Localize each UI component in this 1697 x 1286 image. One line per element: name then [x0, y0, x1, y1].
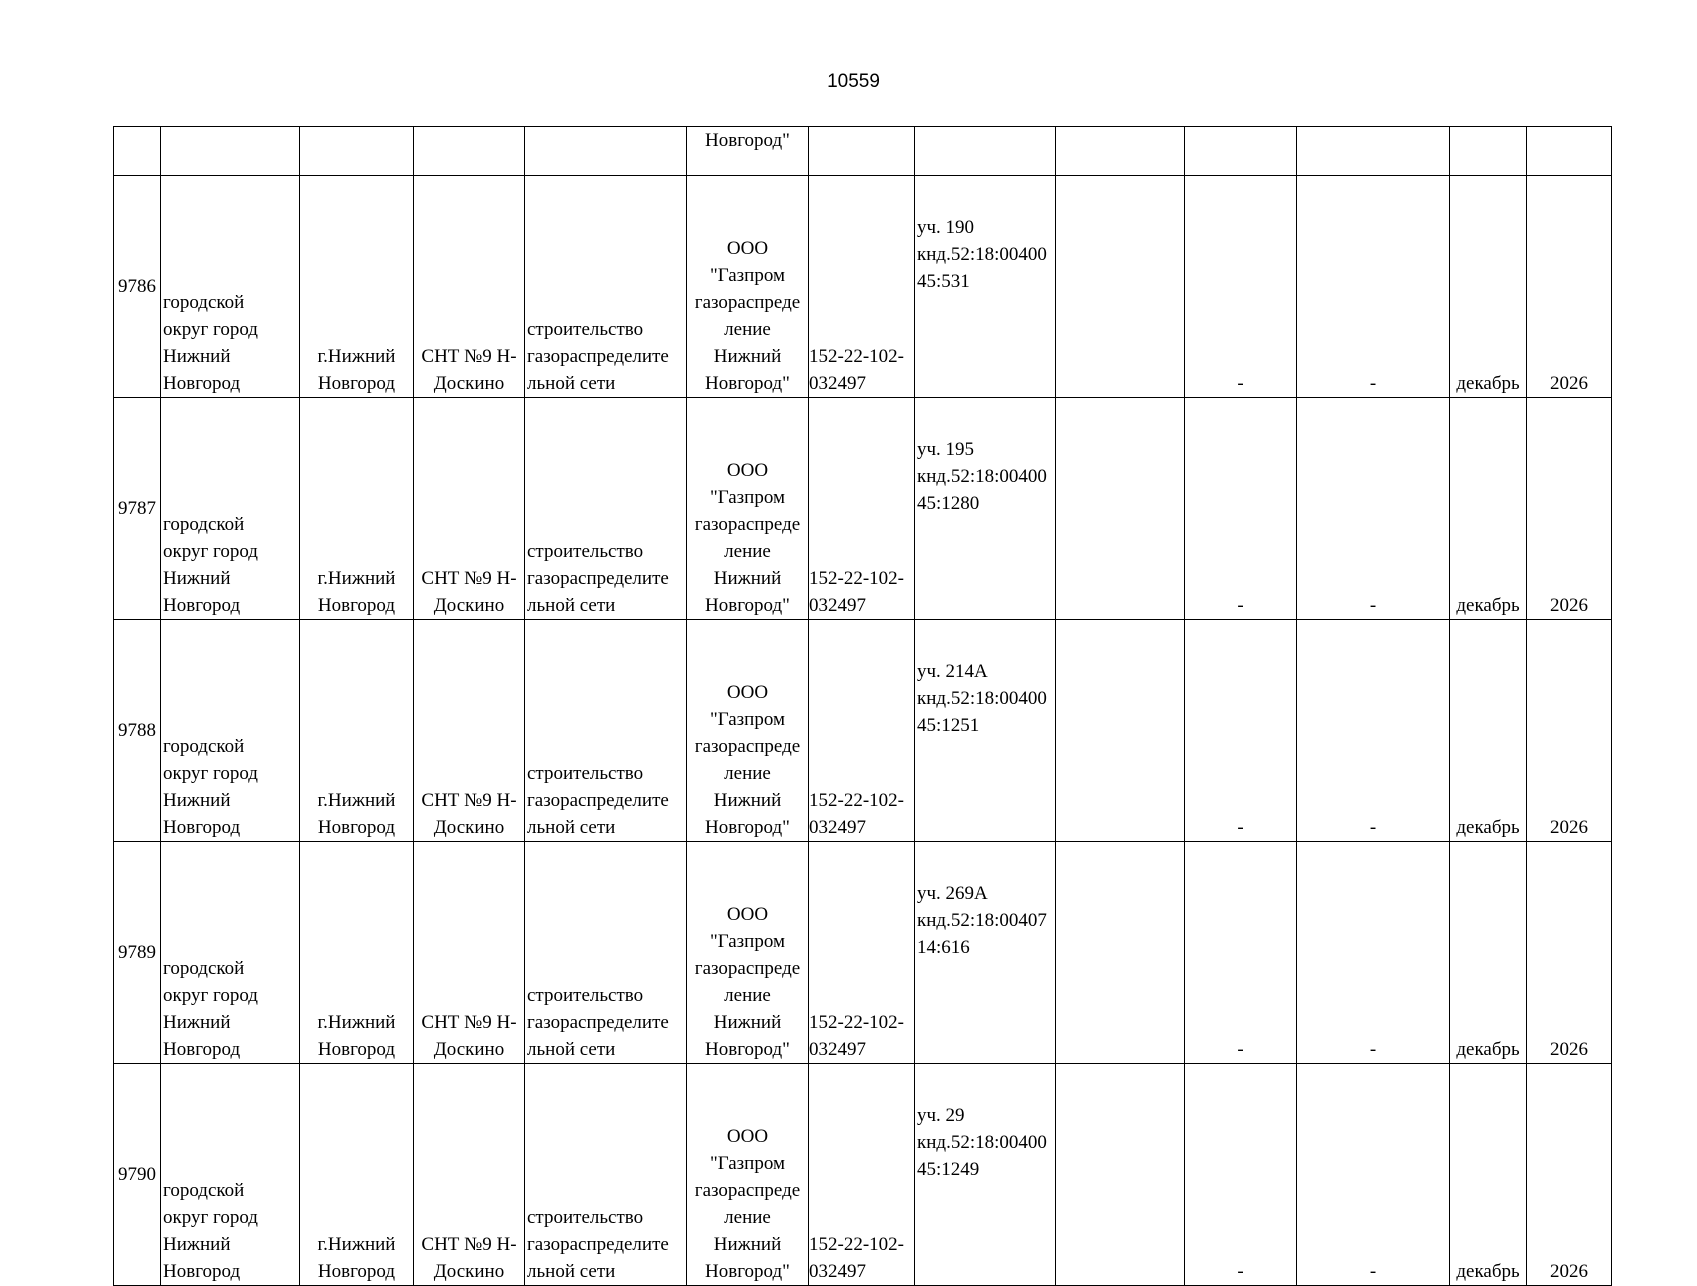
cell-col10: -: [1185, 398, 1297, 620]
cell-organization: ООО "Газпром газораспреде ление Нижний Новгород": [687, 1064, 809, 1286]
cell-empty: [915, 127, 1056, 176]
cell-number: 9787: [114, 398, 161, 620]
cell-year: 2026: [1527, 620, 1612, 842]
cell-month: декабрь: [1450, 176, 1527, 398]
cell-month: декабрь: [1450, 1064, 1527, 1286]
cell-city: г.Нижний Новгород: [300, 176, 414, 398]
cell-year: 2026: [1527, 398, 1612, 620]
cell-empty: [1450, 127, 1527, 176]
cell-col11: -: [1297, 842, 1450, 1064]
cell-work: строительство газораспределите льной сети: [525, 620, 687, 842]
cell-org-tail: Новгород": [687, 127, 809, 176]
cell-plot: уч. 269А кнд.52:18:00407 14:616: [915, 842, 1056, 1064]
cell-snt: СНТ №9 Н- Доскино: [414, 398, 525, 620]
records-table: [113, 126, 1612, 1286]
cell-col11: -: [1297, 620, 1450, 842]
table-row: [114, 842, 1612, 1064]
cell-col9: [1056, 176, 1185, 398]
cell-number: 9788: [114, 620, 161, 842]
cell-year: 2026: [1527, 842, 1612, 1064]
cell-code: 152-22-102- 032497: [809, 620, 915, 842]
cell-plot: уч. 190 кнд.52:18:00400 45:531: [915, 176, 1056, 398]
cell-empty: [1185, 127, 1297, 176]
cell-organization: ООО "Газпром газораспреде ление Нижний Новгород": [687, 620, 809, 842]
cell-municipality: городской округ город Нижний Новгород: [161, 1064, 300, 1286]
table-row: [114, 398, 1612, 620]
continuation-row: [114, 127, 1612, 176]
cell-month: декабрь: [1450, 398, 1527, 620]
cell-col9: [1056, 1064, 1185, 1286]
cell-work: строительство газораспределите льной сети: [525, 398, 687, 620]
cell-city: г.Нижний Новгород: [300, 842, 414, 1064]
cell-snt: СНТ №9 Н- Доскино: [414, 620, 525, 842]
cell-empty: [161, 127, 300, 176]
cell-municipality: городской округ город Нижний Новгород: [161, 176, 300, 398]
cell-month: декабрь: [1450, 842, 1527, 1064]
page-number: 10559: [827, 71, 880, 92]
cell-municipality: городской округ город Нижний Новгород: [161, 842, 300, 1064]
cell-number: 9789: [114, 842, 161, 1064]
table-row: [114, 620, 1612, 842]
cell-col9: [1056, 398, 1185, 620]
cell-snt: СНТ №9 Н- Доскино: [414, 842, 525, 1064]
cell-col10: -: [1185, 1064, 1297, 1286]
cell-col11: -: [1297, 176, 1450, 398]
cell-empty: [300, 127, 414, 176]
cell-empty: [1297, 127, 1450, 176]
cell-municipality: городской округ город Нижний Новгород: [161, 398, 300, 620]
cell-empty: [414, 127, 525, 176]
cell-city: г.Нижний Новгород: [300, 398, 414, 620]
cell-col9: [1056, 842, 1185, 1064]
cell-plot: уч. 29 кнд.52:18:00400 45:1249: [915, 1064, 1056, 1286]
cell-empty: [1056, 127, 1185, 176]
cell-city: г.Нижний Новгород: [300, 620, 414, 842]
cell-organization: ООО "Газпром газораспреде ление Нижний Новгород": [687, 842, 809, 1064]
cell-code: 152-22-102- 032497: [809, 176, 915, 398]
cell-plot: уч. 214А кнд.52:18:00400 45:1251: [915, 620, 1056, 842]
cell-number: 9786: [114, 176, 161, 398]
cell-empty: [809, 127, 915, 176]
cell-year: 2026: [1527, 176, 1612, 398]
cell-number: 9790: [114, 1064, 161, 1286]
cell-code: 152-22-102- 032497: [809, 398, 915, 620]
table-row: [114, 1064, 1612, 1286]
cell-year: 2026: [1527, 1064, 1612, 1286]
cell-organization: ООО "Газпром газораспреде ление Нижний Новгород": [687, 176, 809, 398]
cell-organization: ООО "Газпром газораспреде ление Нижний Новгород": [687, 398, 809, 620]
cell-col10: -: [1185, 620, 1297, 842]
cell-col10: -: [1185, 176, 1297, 398]
cell-code: 152-22-102- 032497: [809, 1064, 915, 1286]
table-row: [114, 176, 1612, 398]
cell-snt: СНТ №9 Н- Доскино: [414, 176, 525, 398]
cell-municipality: городской округ город Нижний Новгород: [161, 620, 300, 842]
cell-plot: уч. 195 кнд.52:18:00400 45:1280: [915, 398, 1056, 620]
cell-col11: -: [1297, 398, 1450, 620]
cell-col10: -: [1185, 842, 1297, 1064]
cell-city: г.Нижний Новгород: [300, 1064, 414, 1286]
cell-work: строительство газораспределите льной сети: [525, 1064, 687, 1286]
cell-month: декабрь: [1450, 620, 1527, 842]
cell-col11: -: [1297, 1064, 1450, 1286]
cell-empty: [114, 127, 161, 176]
cell-empty: [525, 127, 687, 176]
cell-snt: СНТ №9 Н- Доскино: [414, 1064, 525, 1286]
cell-code: 152-22-102- 032497: [809, 842, 915, 1064]
cell-empty: [1527, 127, 1612, 176]
cell-col9: [1056, 620, 1185, 842]
cell-work: строительство газораспределите льной сети: [525, 842, 687, 1064]
cell-work: строительство газораспределите льной сети: [525, 176, 687, 398]
